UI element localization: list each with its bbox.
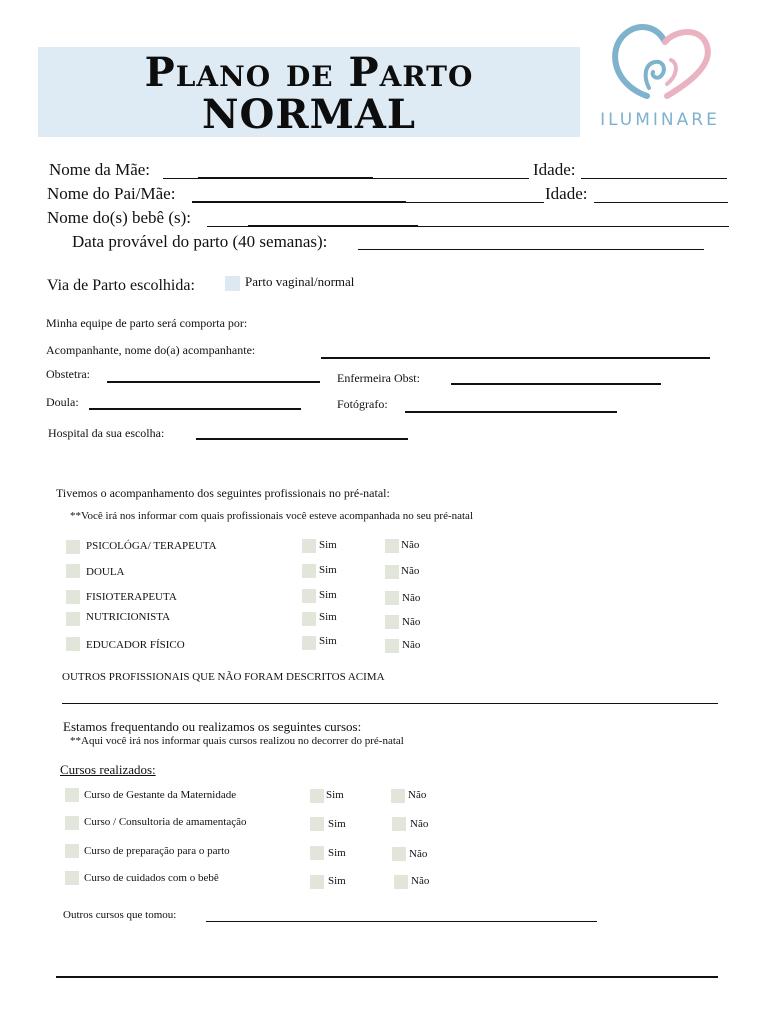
other-professionals-label: OUTROS PROFISSIONAIS QUE NÃO FORAM DESCRITOS ACIMA bbox=[62, 671, 385, 683]
due-date-label: Data provável do parto (40 semanas): bbox=[72, 232, 328, 251]
no-checkbox[interactable] bbox=[385, 639, 399, 653]
birth-route-label: Via de Parto escolhida: bbox=[47, 277, 195, 294]
courses-subheading: Cursos realizados: bbox=[60, 762, 156, 777]
mother-name-label: Nome da Mãe: bbox=[49, 160, 151, 179]
no-checkbox[interactable] bbox=[392, 817, 406, 831]
photographer-field[interactable] bbox=[405, 411, 617, 413]
prenatal-heading: Tivemos o acompanhamento dos seguintes profissionais no pré-natal: bbox=[56, 486, 390, 500]
yes-label: Sim bbox=[319, 589, 337, 601]
title-banner bbox=[38, 47, 580, 137]
yes-checkbox[interactable] bbox=[302, 612, 316, 626]
mother-age-field[interactable] bbox=[581, 178, 727, 179]
other-courses-field[interactable] bbox=[206, 921, 597, 922]
course-checkbox[interactable] bbox=[65, 844, 79, 858]
professional-checkbox[interactable] bbox=[66, 590, 80, 604]
yes-label: Sim bbox=[319, 539, 337, 551]
team-intro: Minha equipe de parto será comporta por: bbox=[46, 316, 248, 330]
baby-name-label: Nome do(s) bebê (s): bbox=[47, 208, 191, 227]
yes-checkbox[interactable] bbox=[302, 589, 316, 603]
professional-label: EDUCADOR FÍSICO bbox=[86, 639, 185, 651]
professional-checkbox[interactable] bbox=[66, 637, 80, 651]
companion-field[interactable] bbox=[321, 357, 710, 359]
yes-checkbox[interactable] bbox=[302, 636, 316, 650]
course-label: Curso de cuidados com o bebê bbox=[84, 872, 219, 884]
father-age-field[interactable] bbox=[594, 202, 728, 203]
no-checkbox[interactable] bbox=[394, 875, 408, 889]
father-name-label: Nome do Pai/Mãe: bbox=[47, 184, 176, 203]
obstetrician-label: Obstetra: bbox=[46, 367, 90, 381]
no-checkbox[interactable] bbox=[392, 847, 406, 861]
no-label: Não bbox=[402, 616, 421, 628]
footer-divider bbox=[56, 976, 718, 978]
hospital-label: Hospital da sua escolha: bbox=[48, 426, 165, 440]
yes-label: Sim bbox=[328, 847, 346, 859]
doula-label: Doula: bbox=[46, 395, 79, 409]
no-label: Não bbox=[410, 818, 429, 830]
yes-label: Sim bbox=[328, 818, 346, 830]
professional-label: DOULA bbox=[86, 566, 125, 578]
courses-heading: Estamos frequentando ou realizamos os seguintes cursos: bbox=[63, 719, 362, 734]
iluminare-logo bbox=[585, 18, 735, 133]
no-checkbox[interactable] bbox=[385, 565, 399, 579]
course-label: Curso / Consultoria de amamentação bbox=[84, 816, 247, 828]
no-label: Não bbox=[401, 539, 420, 551]
yes-checkbox[interactable] bbox=[310, 846, 324, 860]
yes-checkbox[interactable] bbox=[310, 875, 324, 889]
mother-age-label: Idade: bbox=[533, 160, 576, 179]
companion-label: Acompanhante, nome do(a) acompanhante: bbox=[46, 343, 256, 357]
other-professionals-field[interactable] bbox=[62, 703, 718, 704]
nurse-label: Enfermeira Obst: bbox=[337, 371, 420, 385]
mother-name-field-accent bbox=[198, 177, 373, 179]
no-checkbox[interactable] bbox=[385, 591, 399, 605]
yes-label: Sim bbox=[319, 564, 337, 576]
professional-checkbox[interactable] bbox=[66, 564, 80, 578]
due-date-field[interactable] bbox=[358, 249, 704, 250]
professional-checkbox[interactable] bbox=[66, 612, 80, 626]
professional-label: FISIOTERAPEUTA bbox=[86, 591, 177, 603]
doula-field[interactable] bbox=[89, 408, 301, 410]
no-label: Não bbox=[411, 875, 430, 887]
yes-label: Sim bbox=[319, 635, 337, 647]
professional-label: PSICOLÓGA/ TERAPEUTA bbox=[86, 540, 217, 552]
no-label: Não bbox=[408, 789, 427, 801]
photographer-label: Fotógrafo: bbox=[337, 397, 388, 411]
course-label: Curso de preparação para o parto bbox=[84, 845, 230, 857]
courses-note: **Aqui você irá nos informar quais cursos realizou no decorrer do pré-natal bbox=[70, 735, 404, 747]
obstetrician-field[interactable] bbox=[107, 381, 320, 383]
yes-label: Sim bbox=[319, 611, 337, 623]
yes-checkbox[interactable] bbox=[302, 539, 316, 553]
no-checkbox[interactable] bbox=[385, 539, 399, 553]
hospital-field[interactable] bbox=[196, 438, 408, 440]
no-label: Não bbox=[402, 592, 421, 604]
professional-checkbox[interactable] bbox=[66, 540, 80, 554]
page-title-line1: Plano de Parto bbox=[144, 49, 474, 96]
other-courses-label: Outros cursos que tomou: bbox=[63, 909, 177, 921]
baby-name-field-accent bbox=[248, 225, 418, 227]
nurse-field[interactable] bbox=[451, 383, 661, 385]
vaginal-birth-checkbox[interactable] bbox=[225, 276, 240, 291]
no-checkbox[interactable] bbox=[391, 789, 405, 803]
no-label: Não bbox=[401, 565, 420, 577]
professional-label: NUTRICIONISTA bbox=[86, 611, 171, 623]
father-name-field-accent bbox=[192, 201, 406, 203]
course-label: Curso de Gestante da Maternidade bbox=[84, 789, 237, 801]
no-label: Não bbox=[402, 639, 421, 651]
vaginal-birth-option: Parto vaginal/normal bbox=[245, 274, 355, 289]
page-title-line2: NORMAL bbox=[201, 91, 417, 138]
yes-label: Sim bbox=[328, 875, 346, 887]
course-checkbox[interactable] bbox=[65, 788, 79, 802]
no-label: Não bbox=[409, 848, 428, 860]
prenatal-note: **Você irá nos informar com quais profissionais você esteve acompanhada no seu pré-natal bbox=[70, 510, 473, 522]
logo-text: ILUMINARE bbox=[600, 110, 720, 130]
no-checkbox[interactable] bbox=[385, 615, 399, 629]
father-age-label: Idade: bbox=[545, 184, 588, 203]
course-checkbox[interactable] bbox=[65, 871, 79, 885]
course-checkbox[interactable] bbox=[65, 816, 79, 830]
yes-label: Sim bbox=[326, 789, 344, 801]
yes-checkbox[interactable] bbox=[302, 564, 316, 578]
yes-checkbox[interactable] bbox=[310, 817, 324, 831]
heart-logo-icon bbox=[585, 18, 735, 108]
yes-checkbox[interactable] bbox=[310, 789, 324, 803]
